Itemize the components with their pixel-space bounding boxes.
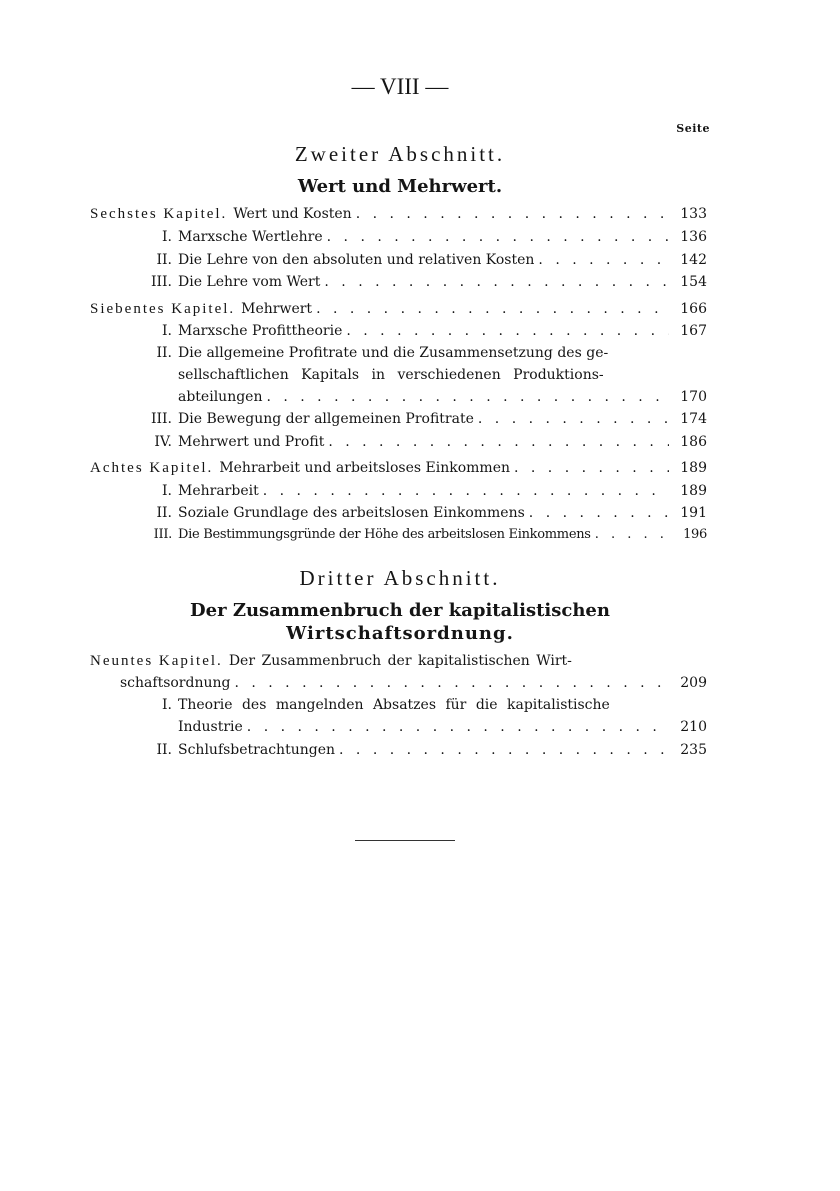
page-column-label: Seite [676,122,710,135]
chapter-label: Achtes Kapitel. [90,460,214,476]
chapter-title: Mehrarbeit und arbeitsloses Einkommen [219,460,510,476]
page-ref: 235 [680,742,707,758]
chapter-title: Wert und Kosten [233,206,352,222]
entry-number: II. [156,345,172,361]
entry-title-line: sellschaftlichen Kapitals in verschiedenen Produktions- [178,367,604,383]
section-heading: Zweiter Abschnitt. [294,142,506,166]
toc-chapter-line [90,457,707,479]
page-ref: 142 [680,252,707,268]
entry-title: Schlufsbetrachtungen [178,742,336,758]
toc-entry [90,739,707,761]
entry-number: IV. [154,434,172,450]
section-subheading: Wirtschaftsordnung. [286,623,514,644]
section-subheading: Wert und Mehrwert. [297,176,503,197]
entry-title-line: Industrie [178,719,243,735]
entry-title: Marxsche Wertlehre [178,229,323,245]
entry-title-line: Die allgemeine Profitrate und die Zusammensetzung des ge- [178,345,609,361]
toc-entry-continuation [90,716,707,738]
toc-entry-multiline [90,342,707,364]
page-ref: 166 [680,301,707,317]
entry-number: III. [150,274,172,290]
page-ref: 191 [680,505,707,521]
end-rule [355,840,455,841]
chapter-title: Mehrwert [241,301,313,317]
page-ref: 170 [680,389,707,405]
page-ref: 154 [680,274,707,290]
entry-number: II. [156,505,172,521]
entry-number: III. [153,527,172,542]
page-ref: 186 [680,434,707,450]
page-ref: 133 [680,206,707,222]
page-ref: 136 [680,229,707,245]
toc-entry [90,502,707,524]
entry-number: III. [150,411,172,427]
entry-title: Mehrwert und Profit [178,434,325,450]
toc-entry [90,431,707,453]
toc-entry-continuation [90,364,707,386]
entry-title: Die Lehre vom Wert [178,274,321,290]
toc-entry [90,249,707,271]
toc-chapter-line [90,650,707,672]
toc-chapter-line [90,203,707,225]
entry-title-line: Theorie des mangelnden Absatzes für die kapitalistische [178,697,610,713]
page-ref: 189 [680,483,707,499]
page-ref: 167 [680,323,707,339]
toc-chapter-continuation [120,672,707,694]
chapter-title-line: Der Zusammenbruch der kapitalistischen Wirt- [228,653,572,669]
toc-entry [90,320,707,342]
page-ref: 174 [680,411,707,427]
page-ref: 209 [680,675,707,691]
entry-title: Soziale Grundlage des arbeitslosen Einkommens [178,505,525,521]
section-heading: Dritter Abschnitt. [299,566,501,590]
entry-title: Marxsche Profittheorie [178,323,343,339]
entry-number: II. [156,742,172,758]
entry-number: I. [162,229,172,245]
toc-entry-continuation [90,386,707,408]
toc-entry [90,524,707,546]
chapter-label: Neuntes Kapitel. [90,653,223,669]
toc-entry-multiline [90,694,707,716]
chapter-title-line: schaftsordnung [120,675,231,691]
entry-number: I. [162,697,172,713]
entry-title: Die Bewegung der allgemeinen Profitrate [178,411,474,427]
page-ref: 189 [680,460,707,476]
entry-number: II. [156,252,172,268]
entry-number: I. [162,323,172,339]
toc-entry [90,480,707,502]
entry-title: Die Lehre von den absoluten und relativen Kosten [178,252,535,268]
chapter-label: Sechstes Kapitel. [90,206,228,222]
entry-title-line: abteilungen [178,389,263,405]
toc-entry [90,226,707,248]
entry-title: Die Bestimmungsgründe der Höhe des arbeitslosen Einkommens [178,527,591,542]
page-number: — VIII — [351,74,449,99]
toc-entry [90,271,707,293]
toc-chapter-line [90,298,707,320]
section-subheading: Der Zusammenbruch der kapitalistischen [190,600,610,621]
toc-entry [90,408,707,430]
chapter-label: Siebentes Kapitel. [90,301,236,317]
page-ref: 196 [683,527,707,542]
page-ref: 210 [680,719,707,735]
entry-title: Mehrarbeit [178,483,259,499]
entry-number: I. [162,483,172,499]
